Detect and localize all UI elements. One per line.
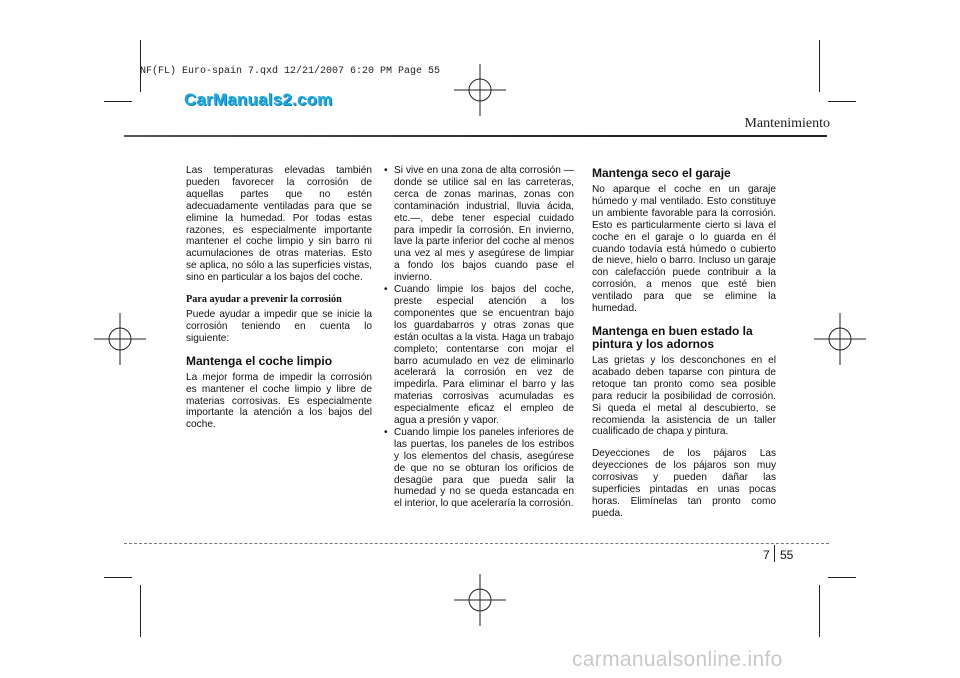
crop-mark xyxy=(828,101,856,102)
page-number-separator xyxy=(774,545,775,562)
crop-mark xyxy=(104,577,132,578)
column-2 xyxy=(384,165,574,510)
registration-mark-icon xyxy=(814,313,866,365)
heading-keep-car-clean: Mantenga el coche limpio xyxy=(186,353,333,368)
subheading-paragraph: Puede ayudar a impedir que se inicie la corrosión teniendo en cuenta lo siguiente: xyxy=(186,308,372,344)
page-number: 55 xyxy=(780,548,794,562)
column-3 xyxy=(592,165,776,520)
list-item: • Cuando limpie los bajos del coche, preste especial atención a los componentes que se encuentran bajo los guardabarros y otras zonas que están ocultas a la vista. Haga un trabajo completo; contentarse con mojar el barro acumulado en vez de eliminarlo acelerará la corrosión en vez de impedirla. Para eliminar el barro y las materias corrosivas acumuladas es especialmente eficaz el empleo de agua a presión y vapor. xyxy=(384,284,574,427)
crop-mark xyxy=(819,40,820,92)
header-rule xyxy=(124,135,827,137)
heading-paint-trim: Mantenga en buen estado la pintura y los adornos xyxy=(592,323,753,351)
list-item: • Si vive en una zona de alta corrosión — donde se utilice sal en las carreteras, cerca de zonas marinas, zonas con contaminación industrial, lluvia ácida, etc.—, debe tener especial cuidado para impedir la corrosión. En invierno, lave la parte inferior del coche al menos una vez al mes y asegúrese de limpiar a fondo los bajos cuando pase el invierno. xyxy=(384,165,574,284)
paragraph-gap xyxy=(592,438,776,448)
list-item: • Cuando limpie los paneles inferiores de las puertas, los paneles de los estribos y los elementos del chasis, asegúrese de que no se obturan los orificios de desagüe para que pueda salir la humedad y no se queda estancada en el interior, lo que aceleraría la corrosión. xyxy=(384,427,574,510)
registration-mark-icon xyxy=(454,64,506,116)
subheading-prevent-corrosion: Para ayudar a prevenir la corrosión xyxy=(186,294,342,306)
keep-car-clean-paragraph: La mejor forma de impedir la corrosión es mantener el coche limpio y libre de materias corrosivas. Es especialmente importante la atención a los bajos del coche. xyxy=(186,371,372,431)
chapter-number: 7 xyxy=(763,548,770,562)
crop-mark xyxy=(104,101,132,102)
registration-mark-icon xyxy=(94,313,146,365)
crop-mark xyxy=(140,585,141,637)
intro-paragraph: Las temperaturas elevadas también pueden favorecer la corrosión de aquellas partes que no estén adecuadamente ventiladas para que se elimine la humedad. Por todas estas razones, es especialmente importante mantener el coche limpio y sin barro ni acumulaciones de otras materias. Esto se aplica, no sólo a las superficies vistas, sino en particular a los bajos del coche. xyxy=(186,165,372,284)
watermark-logo-bottom: carmanualsonline.info xyxy=(572,648,783,671)
heading-dry-garage: Mantenga seco el garaje xyxy=(592,166,731,180)
crop-mark xyxy=(819,585,820,637)
registration-mark-icon xyxy=(454,574,506,626)
bullet-list xyxy=(384,165,574,510)
paint-trim-paragraph: Las grietas y los desconchones en el acabado deben taparse con pintura de retoque tan pronto como sea posible para reducir la posibilidad de corrosión. Si queda el metal al descubierto, se recomienda la asistencia de un taller cualificado de chapa y pintura. xyxy=(592,354,776,438)
watermark-logo-top: CarManuals2.com xyxy=(184,90,333,109)
file-header: NF(FL) Euro-spain 7.qxd 12/21/2007 6:20 PM Page 55 xyxy=(140,66,441,77)
dry-garage-paragraph: No aparque el coche en un garaje húmedo y mal ventilado. Esto constituye un ambiente favorable para la corrosión. Esto es particularmente cierto si lava el coche en el garaje o lo guarda en él cuando todavía está húmedo o cubierto de nieve, hielo o barro. Incluso un garaje con calefacción puede contribuir a la corrosión, a menos que esté bien ventilado para que se elimine la humedad. xyxy=(592,184,776,315)
footer-dashed-rule xyxy=(124,543,829,544)
crop-mark xyxy=(828,577,856,578)
bird-droppings-paragraph: Deyecciones de los pájaros Las deyecciones de los pájaros son muy corrosivas y pueden dañar las superficies pintadas en unas pocas horas. Elimínelas tan pronto como pueda. xyxy=(592,448,776,519)
section-title: Mantenimiento xyxy=(744,116,830,131)
column-1 xyxy=(186,165,372,431)
